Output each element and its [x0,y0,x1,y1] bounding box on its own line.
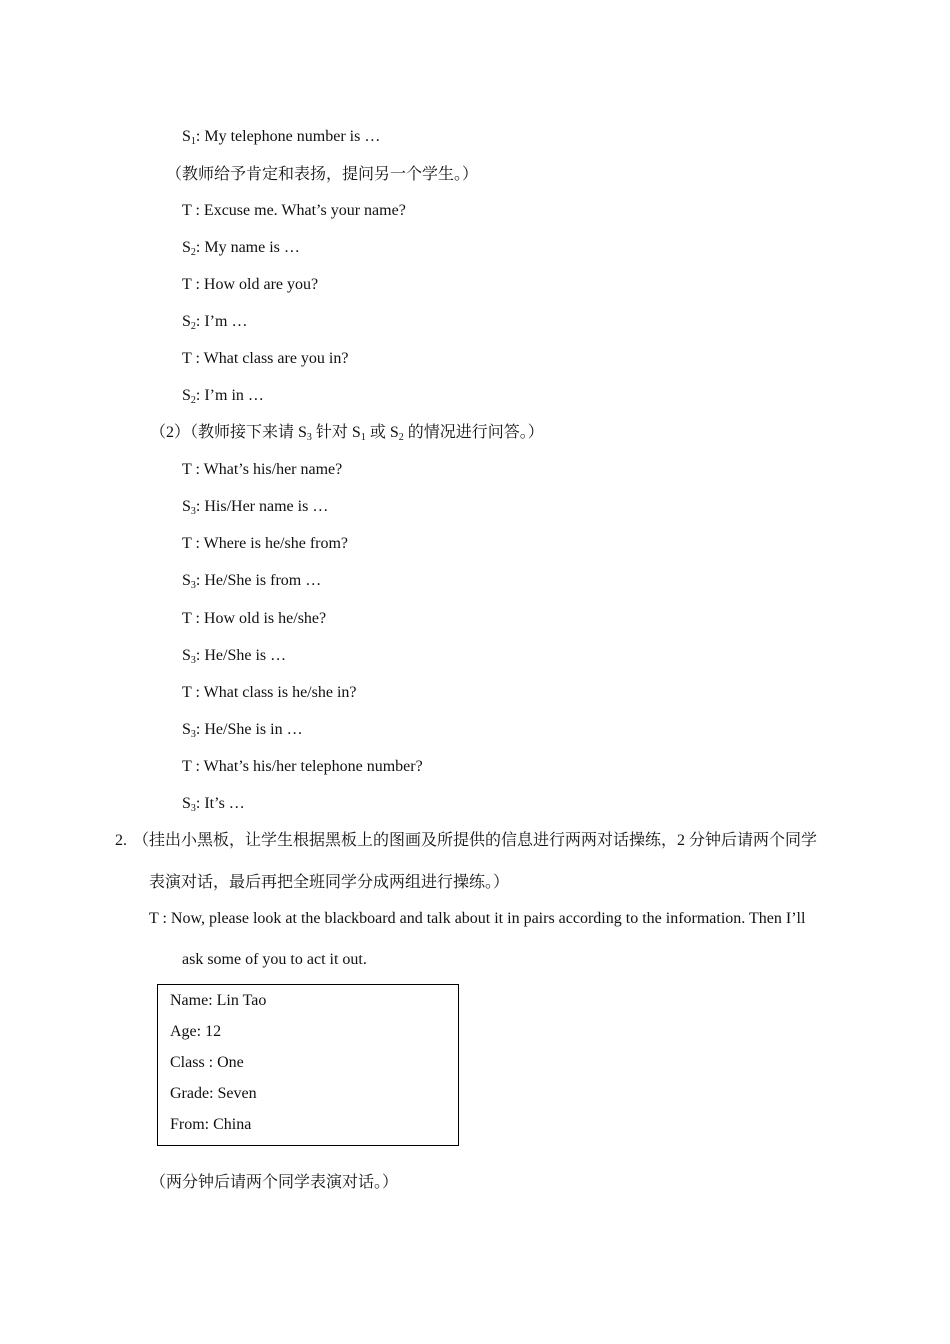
dialogue-line: T : Excuse me. What’s your name? [182,202,406,219]
dialogue-line: $S_3$: He/She is from … [182,572,322,591]
dialogue-line: $S_2$: I’m in … [182,387,264,406]
dialogue-line: T : What’s his/her telephone number? [182,758,423,775]
teacher-note: （教师给予肯定和表扬，提问另一个学生。） [166,166,479,183]
section-instruction-cont: 表演对话，最后再把全班同学分成两组进行操练。） [149,874,510,891]
step2-heading: （2）（教师接下来请 $S_3$ 针对 $S_1$ 或 $S_2$ 的情况进行问答。） [150,424,544,443]
dialogue-line: $S_3$: It’s … [182,795,245,814]
section-number: 2. [115,832,127,849]
info-age: Age: 12 [170,1023,222,1040]
dialogue-line: $S_2$: I’m … [182,313,248,332]
student-info-box [157,984,459,1146]
dialogue-line: T : What class is he/she in? [182,684,357,701]
dialogue-line: T : Where is he/she from? [182,535,349,552]
info-from: From: China [170,1116,252,1133]
dialogue-line: $S_3$: He/She is … [182,647,287,666]
info-name: Name: Lin Tao [170,992,267,1009]
dialogue-line: T : What class are you in? [182,350,349,367]
dialogue-line: T : How old is he/she? [182,610,327,627]
dialogue-line: T : What’s his/her name? [182,461,343,478]
dialogue-line: T : How old are you? [182,276,319,293]
teacher-instruction-cont: ask some of you to act it out. [182,951,367,968]
dialogue-line: $S_1$: My telephone number is … [182,128,381,147]
teacher-instruction: T : Now, please look at the blackboard and talk about it in pairs according to the information. Then I’ll [149,910,806,927]
dialogue-line: $S_3$: His/Her name is … [182,498,329,517]
section-instruction: （挂出小黑板，让学生根据黑板上的图画及所提供的信息进行两两对话操练，2 分钟后请两个同学 [133,832,818,849]
dialogue-line: $S_3$: He/She is in … [182,721,303,740]
info-class: Class : One [170,1054,244,1071]
info-grade: Grade: Seven [170,1085,257,1102]
closing-note: （两分钟后请两个同学表演对话。） [150,1174,399,1191]
dialogue-line: $S_2$: My name is … [182,239,300,258]
